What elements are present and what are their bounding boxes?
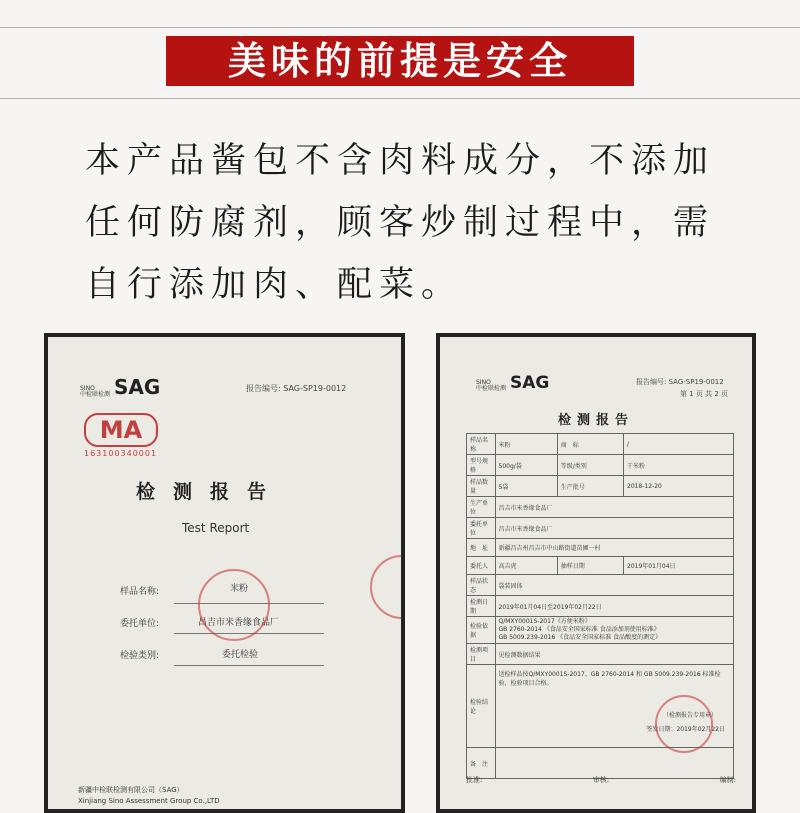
table-cell: 5袋 — [495, 476, 557, 497]
table-row — [467, 518, 734, 539]
signature-row — [466, 775, 736, 785]
table-row — [467, 617, 734, 644]
table-cell: 等级/类别 — [557, 455, 623, 476]
field-sample-name-value: 米粉 — [230, 584, 249, 594]
table-cell: 检验结论 — [467, 665, 496, 748]
cma-number: 163100340001 — [84, 449, 158, 458]
official-seal-stamp — [198, 569, 270, 641]
report-number — [246, 383, 346, 394]
report-cover-paper — [48, 337, 401, 809]
table-cell: 昌吉市米香缘食品厂 — [495, 518, 733, 539]
table-row — [467, 748, 734, 779]
table-cell — [495, 617, 733, 644]
table-row — [467, 596, 734, 617]
table-cell: 见检测数据结果 — [495, 644, 733, 665]
seal-text: （检测报告专用章） — [662, 712, 717, 719]
report-number-label: 报告编号: — [246, 384, 281, 393]
logo-sag-text: SAG — [114, 375, 161, 399]
logo-sino-text: SINO — [80, 384, 95, 392]
table-row — [467, 455, 734, 476]
footer-company-cn: 新疆中检联检测有限公司（SAG） — [78, 786, 184, 794]
cma-logo-text: MA — [99, 416, 143, 444]
table-row — [467, 644, 734, 665]
field-sample-name-label: 样品名称: — [120, 587, 160, 597]
report-number-label: 报告编号: — [636, 378, 667, 386]
table-cell: 高吉虎 — [495, 557, 557, 575]
table-cell: 米粉 — [495, 434, 557, 455]
sag-logo — [80, 375, 160, 399]
report-table — [466, 433, 734, 779]
table-row — [467, 557, 734, 575]
table-cell: 商 标 — [557, 434, 623, 455]
table-cell: 2018-12-20 — [624, 476, 734, 497]
banner-title: 美味的前提是安全 — [166, 36, 634, 86]
table-cell: 新疆昌吉州昌吉市中山路街道苗圃一村 — [495, 539, 733, 557]
table-row — [467, 434, 734, 455]
basis-line: GB 2760-2014 《食品安全国家标准 食品添加剂使用标准》 — [498, 626, 660, 633]
table-cell: 500g/袋 — [495, 455, 557, 476]
basis-line: Q/MXY0001S-2017《方便米粉》 — [498, 618, 591, 625]
table-cell: 2019年01月04日 — [624, 557, 734, 575]
test-report-detail-photo — [436, 333, 756, 813]
table-cell — [495, 665, 733, 748]
field-underline — [174, 665, 324, 666]
page-indicator: 第 1 页 共 2 页 — [680, 390, 729, 398]
table-row — [467, 497, 734, 518]
table-cell: 检测日期 — [467, 596, 496, 617]
table-cell: 委托单位 — [467, 518, 496, 539]
sag-logo — [476, 373, 549, 393]
report-number-value: SAG-SP19-0012 — [283, 384, 347, 393]
report-detail-paper — [440, 337, 752, 809]
top-rule — [0, 27, 800, 28]
table-cell: 袋装固体 — [495, 575, 733, 596]
table-cell: 生产批号 — [557, 476, 623, 497]
table-cell: 样品状态 — [467, 575, 496, 596]
logo-sino-text: SINO — [476, 378, 491, 386]
table-row — [467, 665, 734, 748]
table-row — [467, 539, 734, 557]
table-cell: 生产单位 — [467, 497, 496, 518]
table-cell: 检验依据 — [467, 617, 496, 644]
report-footer — [78, 785, 220, 807]
preparer-label: 编制: — [719, 776, 736, 784]
table-cell: 干米粉 — [624, 455, 734, 476]
description-line-1: 本产品酱包不含肉料成分，不添加 — [85, 141, 716, 181]
logo-cn-text: 中检联检测 — [476, 385, 507, 393]
table-row — [467, 575, 734, 596]
description-line-3: 自行添加肉、配菜。 — [85, 265, 464, 305]
reviewer-label: 审核: — [592, 776, 610, 784]
table-cell: 地 址 — [467, 539, 496, 557]
conclusion-text: 送检样品按Q/MXY0001S-2017、GB 2760-2014 和 GB 5009.239-2016 标准检验，检验项目合格。 — [498, 671, 721, 687]
logo-cn-text: 中检联检测 — [80, 391, 111, 399]
field-category-label: 检验类别: — [120, 651, 160, 661]
table-cell: / — [624, 434, 734, 455]
report-title-en: Test Report — [182, 521, 250, 535]
footer-company-en: Xinjiang Sino Assessment Group Co.,LTD — [78, 797, 220, 805]
table-cell: 型号规格 — [467, 455, 496, 476]
report-title-cn: 检测报告 — [136, 481, 285, 503]
report-number — [636, 377, 724, 387]
approver-label: 批准: — [466, 776, 483, 784]
table-row — [467, 476, 734, 497]
table-cell: 2019年01月04日至2019年02月22日 — [495, 596, 733, 617]
field-category-value: 委托检验 — [222, 650, 259, 660]
field-client-label: 委托单位: — [120, 619, 160, 629]
report-number-value: SAG-SP19-0012 — [668, 378, 724, 386]
cma-mark — [84, 413, 158, 458]
logo-sag-text: SAG — [510, 373, 550, 393]
table-cell: 样品名称 — [467, 434, 496, 455]
report-title: 检测报告 — [558, 413, 635, 428]
issue-date: 签发日期：2019年02月22日 — [646, 726, 725, 733]
table-cell — [495, 748, 733, 779]
product-description — [85, 130, 735, 316]
cma-logo-icon — [84, 413, 158, 447]
field-client-value: 昌吉市米香缘食品厂 — [198, 618, 280, 628]
table-cell: 委托人 — [467, 557, 496, 575]
basis-line: GB 5009.239-2016 《食品安全国家标准 食品酸度的测定》 — [498, 634, 662, 641]
table-cell: 样品数量 — [467, 476, 496, 497]
table-cell: 昌吉市米香缘食品厂 — [495, 497, 733, 518]
banner-rule — [0, 98, 800, 99]
table-cell: 检测项目 — [467, 644, 496, 665]
table-cell: 抽样日期 — [557, 557, 623, 575]
official-seal-stamp — [655, 695, 713, 753]
test-report-cover-photo — [44, 333, 405, 813]
description-line-2: 任何防腐剂，顾客炒制过程中，需 — [85, 203, 716, 243]
edge-seal-stamp — [370, 555, 401, 619]
table-cell: 备 注 — [467, 748, 496, 779]
